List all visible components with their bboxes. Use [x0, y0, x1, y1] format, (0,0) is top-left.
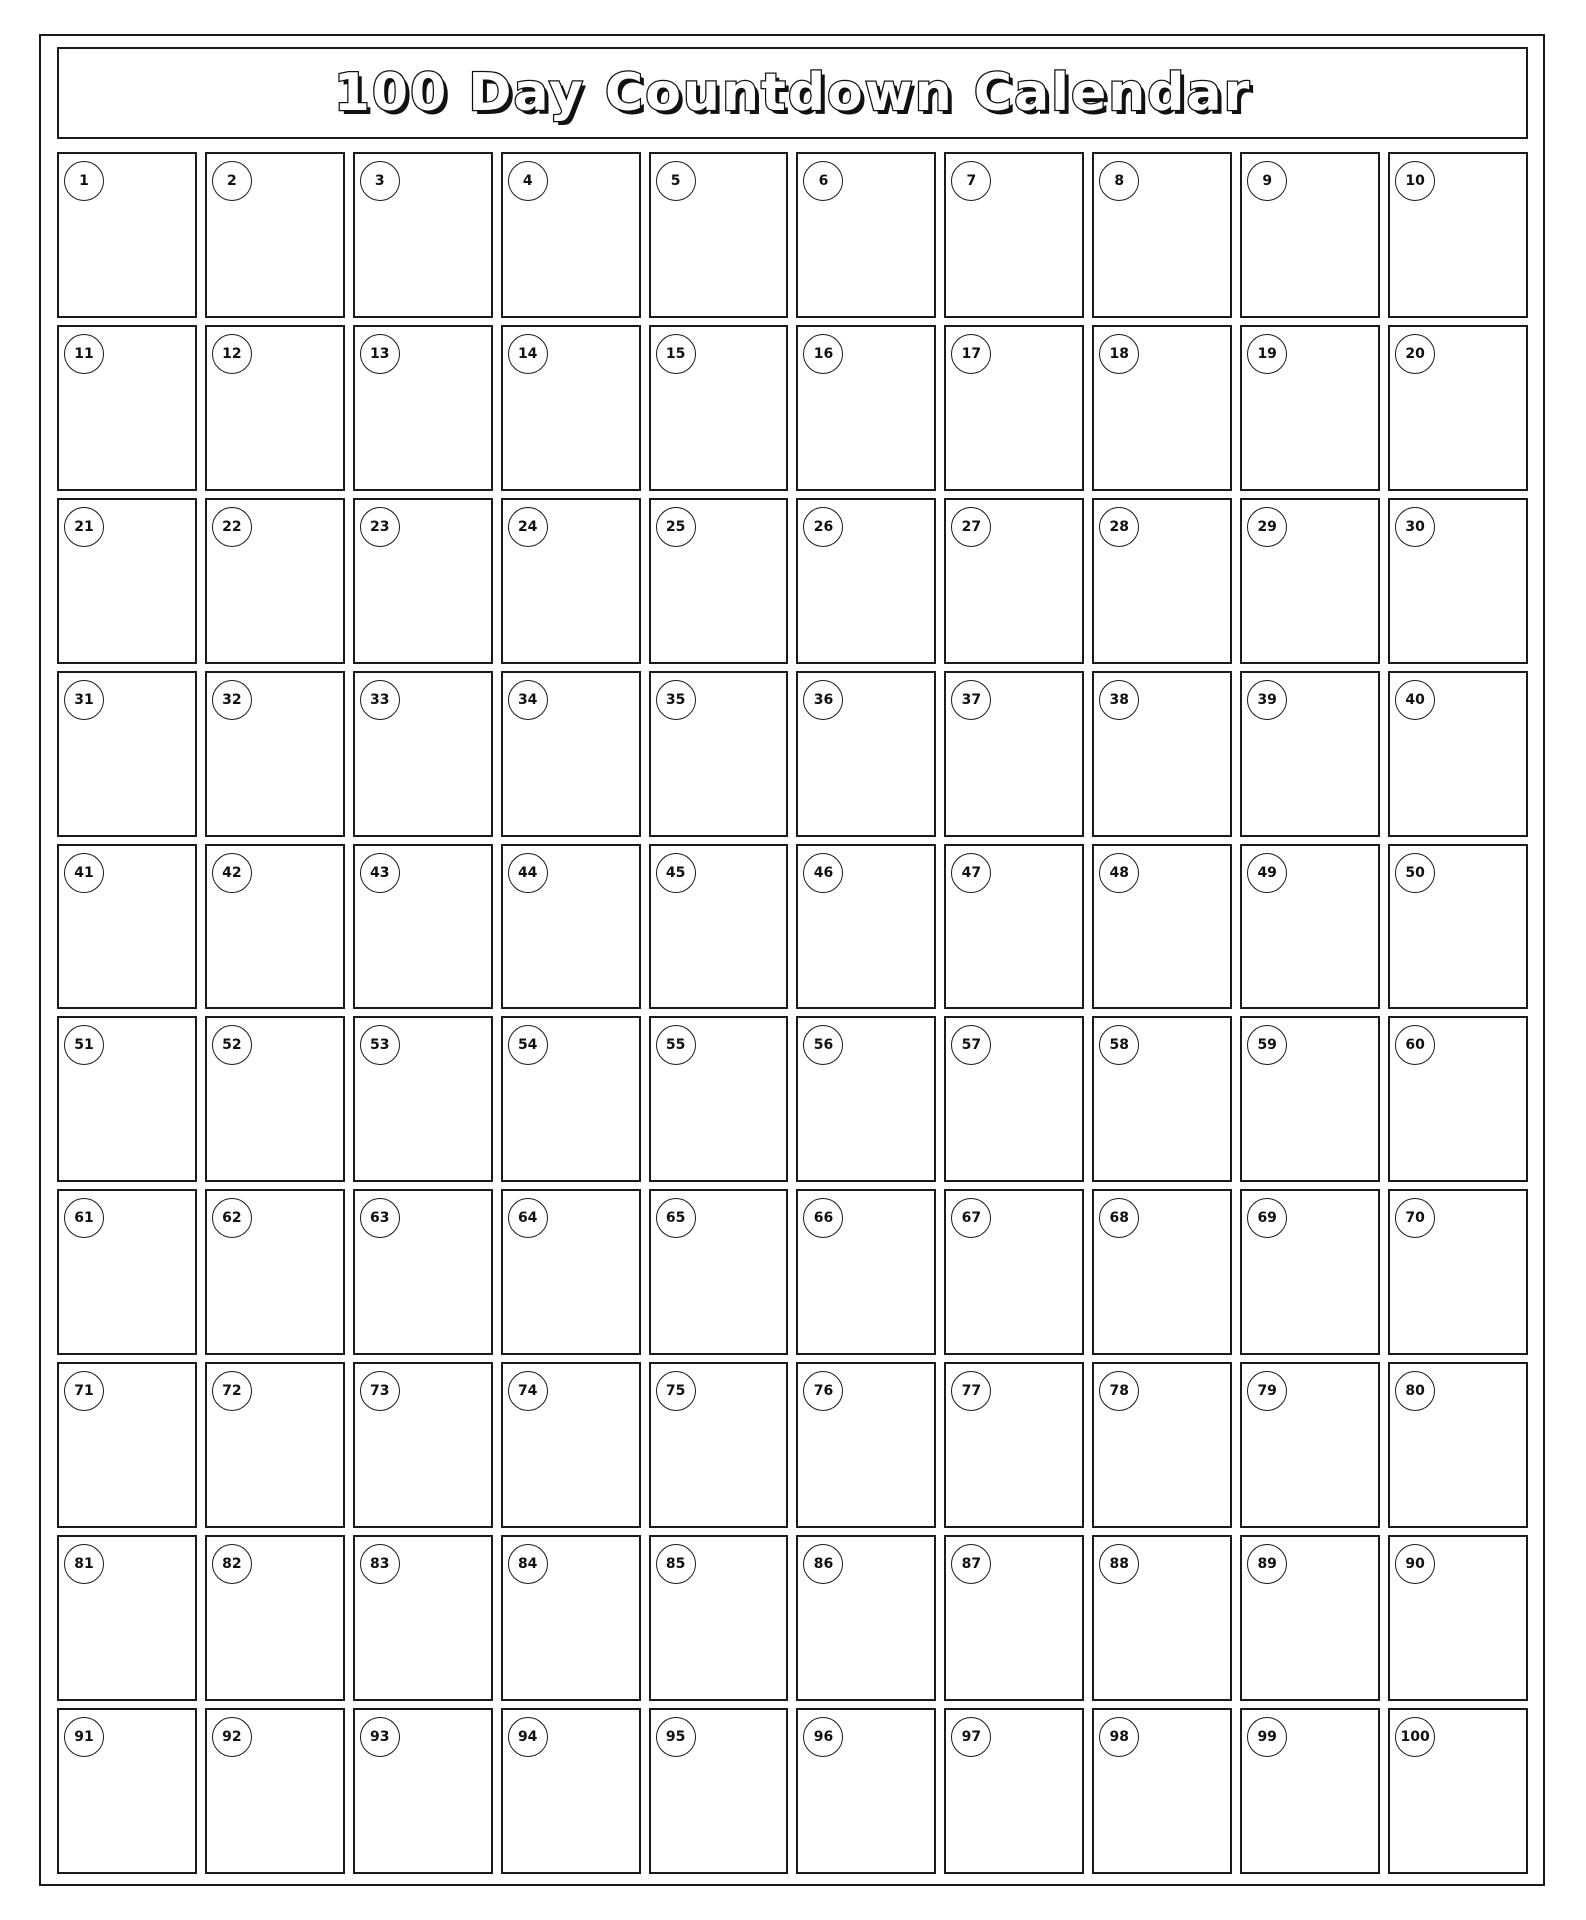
day-number-badge: 2: [212, 161, 252, 201]
day-number-badge: 69: [1247, 1198, 1287, 1238]
title-banner: [57, 47, 1528, 139]
day-cell: [1240, 1016, 1380, 1182]
day-number-badge: 64: [508, 1198, 548, 1238]
day-number-badge: 18: [1099, 334, 1139, 374]
day-cell: [1388, 1189, 1528, 1355]
day-cell: [796, 498, 936, 664]
countdown-grid: [57, 152, 1528, 1874]
day-cell: [796, 1708, 936, 1874]
day-number-badge: 27: [951, 507, 991, 547]
day-cell: [205, 1189, 345, 1355]
day-cell: [57, 1362, 197, 1528]
day-number-badge: 43: [360, 853, 400, 893]
day-number-badge: 99: [1247, 1717, 1287, 1757]
day-number-badge: 89: [1247, 1544, 1287, 1584]
day-number-badge: 50: [1395, 853, 1435, 893]
day-number-badge: 47: [951, 853, 991, 893]
day-number-badge: 83: [360, 1544, 400, 1584]
day-cell: [944, 152, 1084, 318]
day-number-badge: 66: [803, 1198, 843, 1238]
day-cell: [796, 1535, 936, 1701]
day-number-badge: 20: [1395, 334, 1435, 374]
day-cell: [205, 152, 345, 318]
day-cell: [649, 671, 789, 837]
day-number-badge: 96: [803, 1717, 843, 1757]
day-number-badge: 93: [360, 1717, 400, 1757]
day-cell: [1388, 671, 1528, 837]
day-number-badge: 6: [803, 161, 843, 201]
day-number-badge: 29: [1247, 507, 1287, 547]
day-cell: [205, 325, 345, 491]
day-cell: [353, 325, 493, 491]
day-number-badge: 7: [951, 161, 991, 201]
day-cell: [353, 498, 493, 664]
day-number-badge: 72: [212, 1371, 252, 1411]
day-cell: [57, 498, 197, 664]
day-cell: [944, 1535, 1084, 1701]
day-number-badge: 31: [64, 680, 104, 720]
day-number-badge: 100: [1395, 1717, 1435, 1757]
day-cell: [649, 325, 789, 491]
day-cell: [353, 1016, 493, 1182]
day-cell: [1092, 1016, 1232, 1182]
day-cell: [205, 1708, 345, 1874]
day-cell: [1092, 152, 1232, 318]
day-number-badge: 22: [212, 507, 252, 547]
day-cell: [1240, 1535, 1380, 1701]
day-cell: [205, 498, 345, 664]
day-number-badge: 80: [1395, 1371, 1435, 1411]
day-number-badge: 76: [803, 1371, 843, 1411]
day-cell: [944, 1708, 1084, 1874]
day-cell: [649, 498, 789, 664]
day-number-badge: 51: [64, 1025, 104, 1065]
day-cell: [57, 1708, 197, 1874]
day-cell: [353, 1189, 493, 1355]
day-cell: [1240, 1708, 1380, 1874]
day-number-badge: 73: [360, 1371, 400, 1411]
day-cell: [796, 325, 936, 491]
day-cell: [1240, 152, 1380, 318]
day-cell: [796, 1362, 936, 1528]
day-cell: [1092, 498, 1232, 664]
day-cell: [57, 844, 197, 1010]
day-number-badge: 62: [212, 1198, 252, 1238]
day-number-badge: 82: [212, 1544, 252, 1584]
day-cell: [501, 1189, 641, 1355]
day-cell: [205, 671, 345, 837]
day-number-badge: 10: [1395, 161, 1435, 201]
day-number-badge: 19: [1247, 334, 1287, 374]
day-number-badge: 26: [803, 507, 843, 547]
day-number-badge: 81: [64, 1544, 104, 1584]
day-number-badge: 39: [1247, 680, 1287, 720]
day-number-badge: 42: [212, 853, 252, 893]
day-cell: [1388, 1535, 1528, 1701]
day-number-badge: 13: [360, 334, 400, 374]
day-number-badge: 55: [656, 1025, 696, 1065]
day-number-badge: 56: [803, 1025, 843, 1065]
day-number-badge: 84: [508, 1544, 548, 1584]
day-number-badge: 90: [1395, 1544, 1435, 1584]
day-number-badge: 36: [803, 680, 843, 720]
day-cell: [353, 152, 493, 318]
day-number-badge: 30: [1395, 507, 1435, 547]
day-number-badge: 44: [508, 853, 548, 893]
day-cell: [1092, 1362, 1232, 1528]
day-cell: [205, 1535, 345, 1701]
day-cell: [353, 671, 493, 837]
day-number-badge: 88: [1099, 1544, 1139, 1584]
day-cell: [1240, 498, 1380, 664]
day-number-badge: 11: [64, 334, 104, 374]
day-cell: [57, 325, 197, 491]
day-cell: [1092, 325, 1232, 491]
day-number-badge: 65: [656, 1198, 696, 1238]
day-number-badge: 28: [1099, 507, 1139, 547]
day-number-badge: 92: [212, 1717, 252, 1757]
day-cell: [501, 498, 641, 664]
day-number-badge: 35: [656, 680, 696, 720]
day-number-badge: 4: [508, 161, 548, 201]
day-number-badge: 5: [656, 161, 696, 201]
day-number-badge: 95: [656, 1717, 696, 1757]
day-number-badge: 12: [212, 334, 252, 374]
day-cell: [1240, 325, 1380, 491]
day-number-badge: 77: [951, 1371, 991, 1411]
day-cell: [1092, 844, 1232, 1010]
day-cell: [1388, 1362, 1528, 1528]
day-cell: [57, 1189, 197, 1355]
day-cell: [353, 1535, 493, 1701]
day-number-badge: 75: [656, 1371, 696, 1411]
day-number-badge: 34: [508, 680, 548, 720]
day-cell: [501, 325, 641, 491]
day-number-badge: 38: [1099, 680, 1139, 720]
day-cell: [796, 844, 936, 1010]
day-number-badge: 94: [508, 1717, 548, 1757]
day-cell: [501, 844, 641, 1010]
day-cell: [1092, 671, 1232, 837]
day-cell: [796, 671, 936, 837]
day-number-badge: 58: [1099, 1025, 1139, 1065]
day-cell: [1388, 325, 1528, 491]
day-cell: [944, 1362, 1084, 1528]
day-number-badge: 32: [212, 680, 252, 720]
day-cell: [57, 152, 197, 318]
day-number-badge: 71: [64, 1371, 104, 1411]
day-number-badge: 1: [64, 161, 104, 201]
day-number-badge: 87: [951, 1544, 991, 1584]
day-number-badge: 14: [508, 334, 548, 374]
day-number-badge: 79: [1247, 1371, 1287, 1411]
day-number-badge: 54: [508, 1025, 548, 1065]
day-cell: [944, 1189, 1084, 1355]
day-cell: [501, 671, 641, 837]
day-number-badge: 37: [951, 680, 991, 720]
day-cell: [1388, 1708, 1528, 1874]
day-cell: [501, 152, 641, 318]
day-cell: [501, 1362, 641, 1528]
day-cell: [501, 1535, 641, 1701]
day-cell: [1388, 844, 1528, 1010]
day-number-badge: 97: [951, 1717, 991, 1757]
day-number-badge: 8: [1099, 161, 1139, 201]
day-cell: [944, 325, 1084, 491]
day-number-badge: 49: [1247, 853, 1287, 893]
day-cell: [796, 1016, 936, 1182]
day-number-badge: 78: [1099, 1371, 1139, 1411]
day-cell: [649, 1016, 789, 1182]
day-number-badge: 60: [1395, 1025, 1435, 1065]
day-cell: [944, 844, 1084, 1010]
day-cell: [1092, 1189, 1232, 1355]
day-cell: [353, 1708, 493, 1874]
day-cell: [205, 1016, 345, 1182]
day-cell: [944, 1016, 1084, 1182]
day-cell: [1240, 671, 1380, 837]
day-cell: [944, 671, 1084, 837]
day-cell: [1388, 498, 1528, 664]
day-cell: [944, 498, 1084, 664]
day-number-badge: 3: [360, 161, 400, 201]
day-cell: [649, 1362, 789, 1528]
day-number-badge: 85: [656, 1544, 696, 1584]
day-number-badge: 86: [803, 1544, 843, 1584]
day-cell: [1240, 1362, 1380, 1528]
day-number-badge: 9: [1247, 161, 1287, 201]
day-number-badge: 68: [1099, 1198, 1139, 1238]
day-cell: [1388, 152, 1528, 318]
day-number-badge: 61: [64, 1198, 104, 1238]
day-number-badge: 98: [1099, 1717, 1139, 1757]
day-cell: [1240, 844, 1380, 1010]
page-title: 100 Day Countdown Calendar: [333, 63, 1252, 123]
day-number-badge: 46: [803, 853, 843, 893]
day-number-badge: 33: [360, 680, 400, 720]
day-cell: [649, 844, 789, 1010]
day-number-badge: 24: [508, 507, 548, 547]
day-cell: [205, 844, 345, 1010]
day-number-badge: 59: [1247, 1025, 1287, 1065]
day-number-badge: 40: [1395, 680, 1435, 720]
day-number-badge: 23: [360, 507, 400, 547]
day-cell: [1092, 1708, 1232, 1874]
day-cell: [1240, 1189, 1380, 1355]
day-number-badge: 70: [1395, 1198, 1435, 1238]
day-number-badge: 57: [951, 1025, 991, 1065]
day-cell: [796, 1189, 936, 1355]
day-number-badge: 21: [64, 507, 104, 547]
day-cell: [501, 1016, 641, 1182]
day-cell: [501, 1708, 641, 1874]
day-number-badge: 25: [656, 507, 696, 547]
day-cell: [353, 844, 493, 1010]
day-number-badge: 17: [951, 334, 991, 374]
day-number-badge: 48: [1099, 853, 1139, 893]
day-number-badge: 74: [508, 1371, 548, 1411]
day-cell: [649, 1708, 789, 1874]
day-cell: [57, 1535, 197, 1701]
day-cell: [649, 1189, 789, 1355]
day-number-badge: 63: [360, 1198, 400, 1238]
day-number-badge: 16: [803, 334, 843, 374]
day-cell: [796, 152, 936, 318]
day-number-badge: 15: [656, 334, 696, 374]
day-number-badge: 53: [360, 1025, 400, 1065]
day-number-badge: 52: [212, 1025, 252, 1065]
day-number-badge: 41: [64, 853, 104, 893]
day-cell: [205, 1362, 345, 1528]
day-cell: [353, 1362, 493, 1528]
day-cell: [649, 152, 789, 318]
day-cell: [57, 1016, 197, 1182]
day-number-badge: 91: [64, 1717, 104, 1757]
day-cell: [1092, 1535, 1232, 1701]
day-cell: [1388, 1016, 1528, 1182]
day-cell: [57, 671, 197, 837]
day-number-badge: 67: [951, 1198, 991, 1238]
day-number-badge: 45: [656, 853, 696, 893]
day-cell: [649, 1535, 789, 1701]
